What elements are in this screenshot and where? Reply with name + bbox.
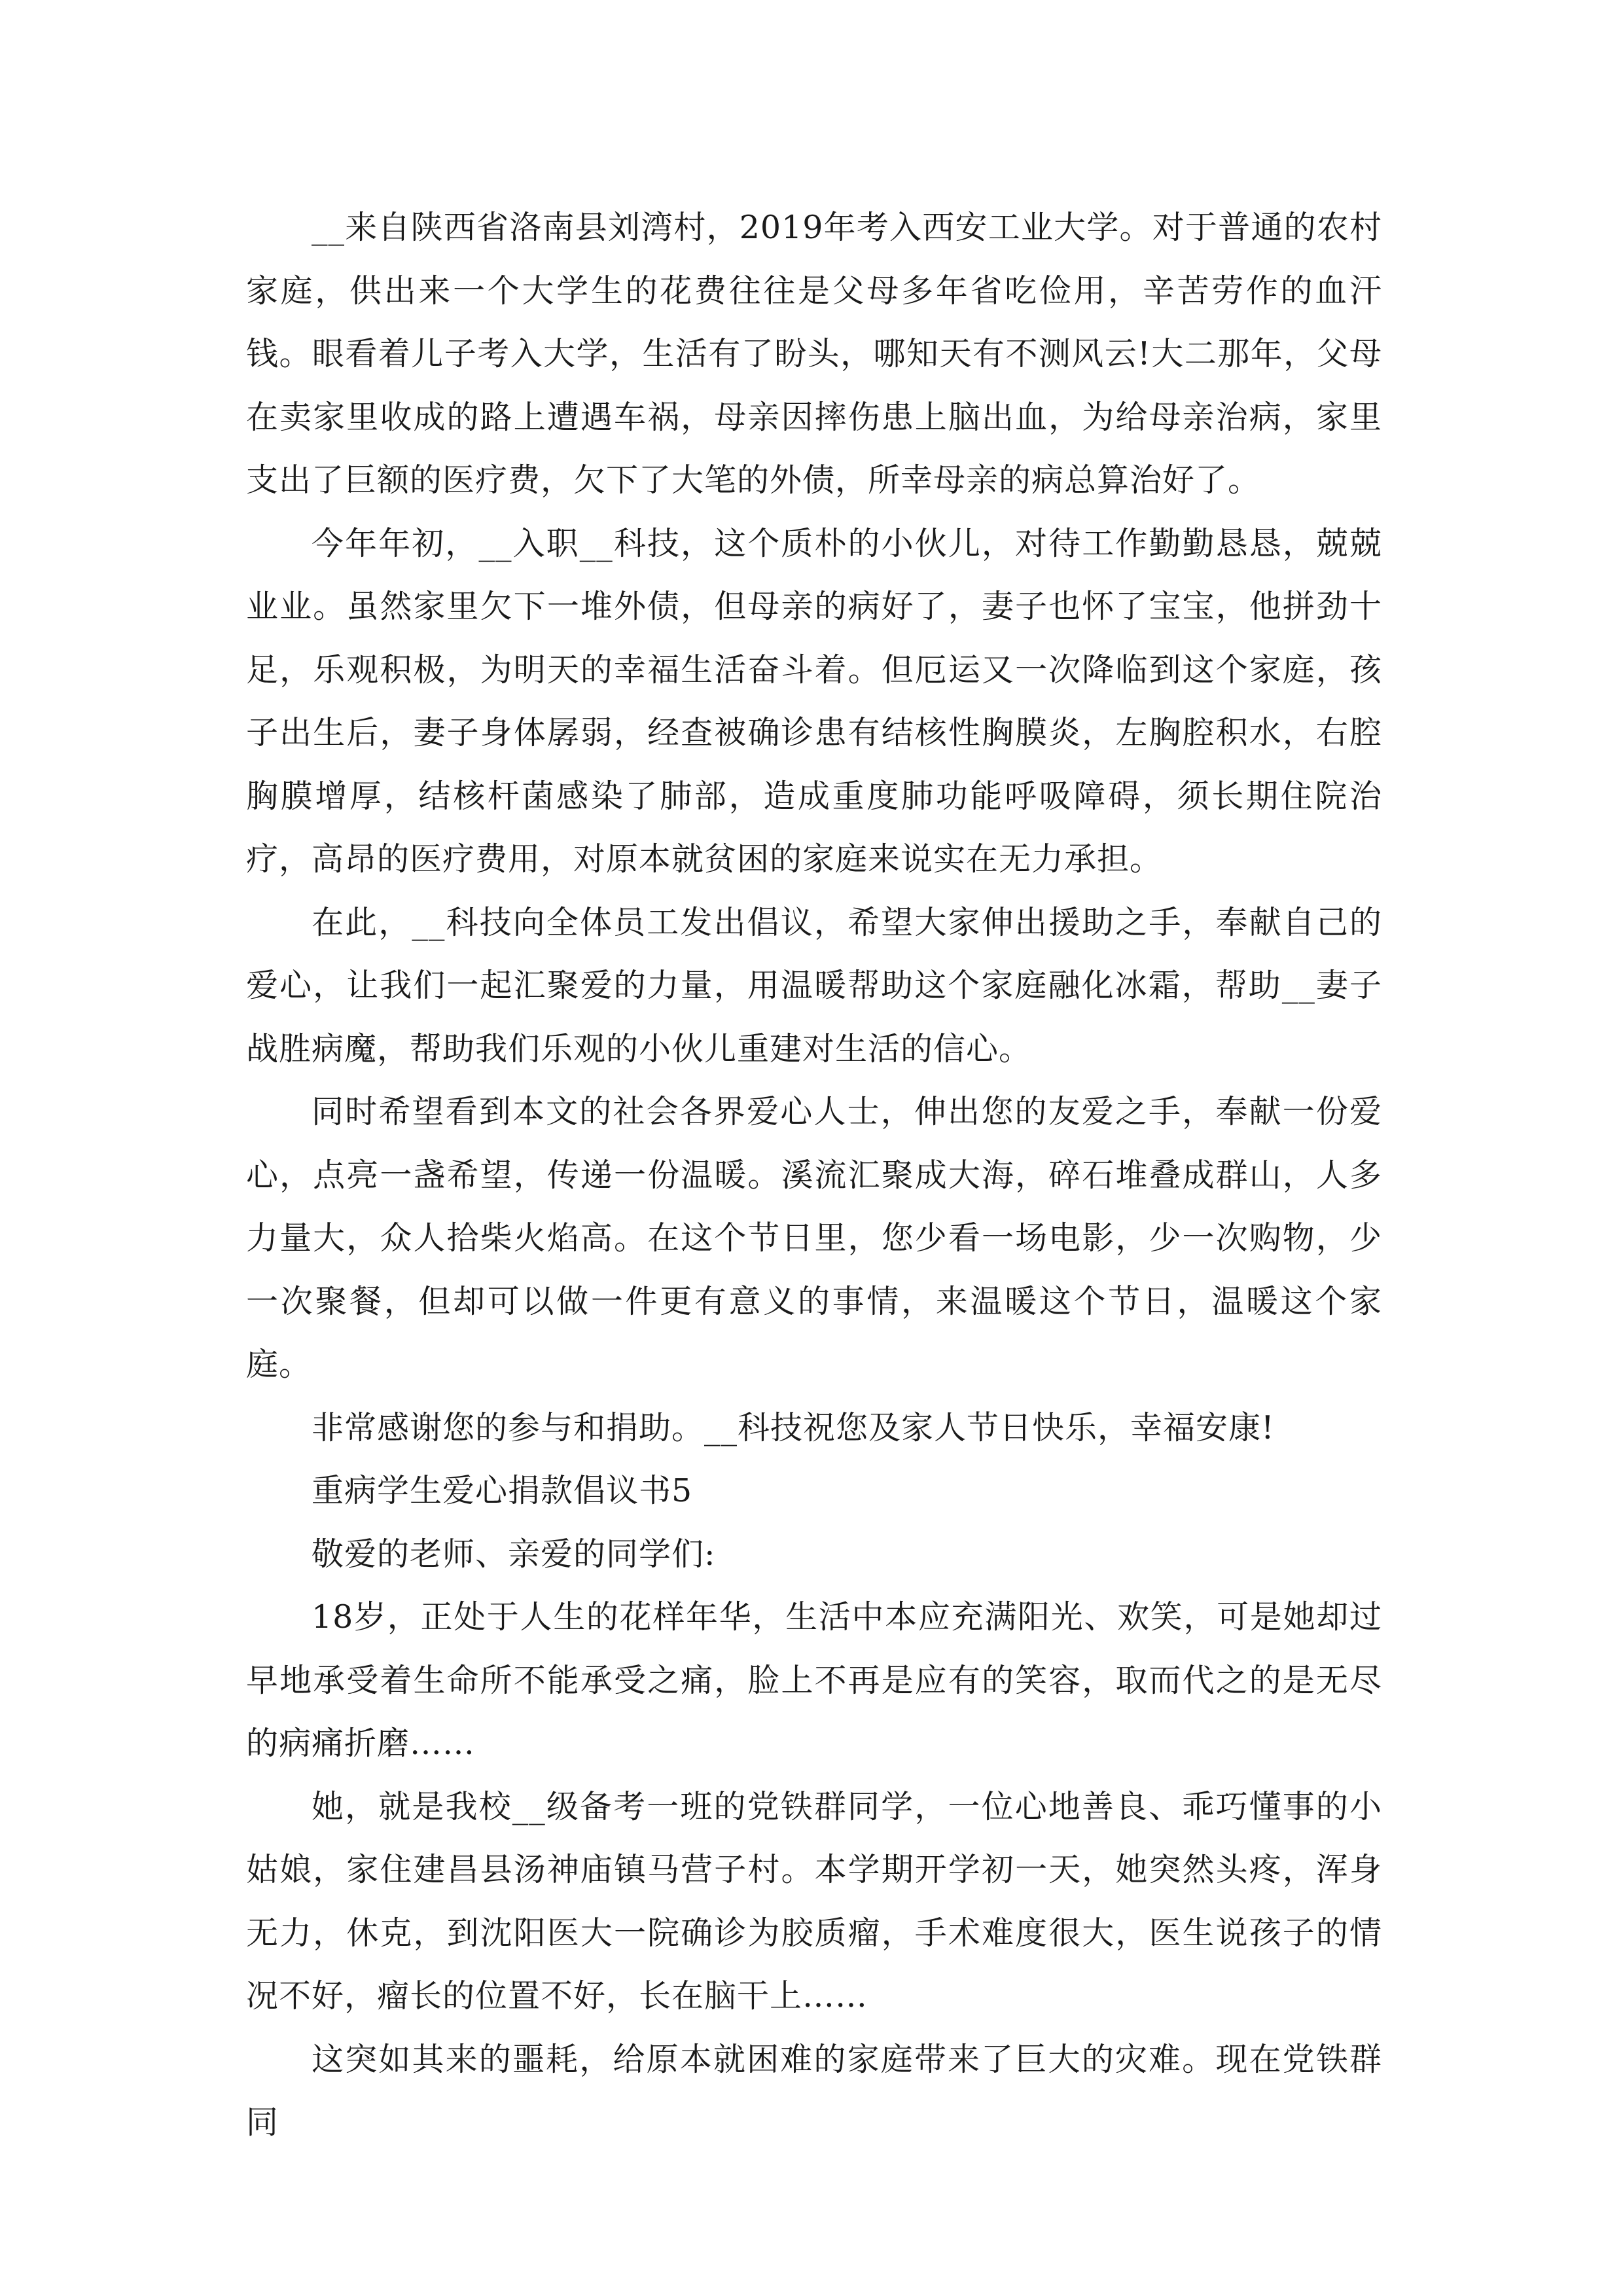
salutation: 敬爱的老师、亲爱的同学们:: [312, 1535, 716, 1573]
paragraph-10: 这突如其来的噩耗，给原本就困难的家庭带来了巨大的灾难。现在党铁群同: [246, 2040, 1382, 2141]
section-title: 重病学生爱心捐款倡议书5: [312, 1472, 693, 1509]
paragraph-5: 非常感谢您的参与和捐助。__科技祝您及家人节日快乐，幸福安康!: [312, 1408, 1275, 1446]
paragraph-8: 18岁，正处于人生的花样年华，生活中本应充满阳光、欢笑，可是她却过早地承受着生命所不能承受之痛，脸上不再是应有的笑容，取而代之的是无尽的病痛折磨……: [246, 1598, 1382, 1762]
document-body: [246, 196, 1382, 2155]
paragraph-9: 她，就是我校__级备考一班的党铁群同学，一位心地善良、乖巧懂事的小姑娘，家住建昌县汤神庙镇马营子村。本学期开学初一天，她突然头疼，浑身无力，休克，到沈阳医大一院确诊为胶质瘤，手术难度很大，医生说孩子的情况不好，瘤长的位置不好，长在脑干上……: [246, 1787, 1382, 2015]
paragraph-1: __来自陕西省洛南县刘湾村，2019年考入西安工业大学。对于普通的农村家庭，供出来一个大学生的花费往往是父母多年省吃俭用，辛苦劳作的血汗钱。眼看着儿子考入大学，生活有了盼头，哪知天有不测风云!大二那年，父母在卖家里收成的路上遭遇车祸，母亲因摔伤患上脑出血，为给母亲治病，家里支出了巨额的医疗费，欠下了大笔的外债，所幸母亲的病总算治好了。: [246, 209, 1382, 499]
paragraph-4: 同时希望看到本文的社会各界爱心人士，伸出您的友爱之手，奉献一份爱心，点亮一盏希望，传递一份温暖。溪流汇聚成大海，碎石堆叠成群山，人多力量大，众人拾柴火焰高。在这个节日里，您少看一场电影，少一次购物，少一次聚餐，但却可以做一件更有意义的事情，来温暖这个节日，温暖这个家庭。: [246, 1093, 1382, 1383]
paragraph-3: 在此，__科技向全体员工发出倡议，希望大家伸出援助之手，奉献自己的爱心，让我们一起汇聚爱的力量，用温暖帮助这个家庭融化冰霜，帮助__妻子战胜病魔，帮助我们乐观的小伙儿重建对生活的信心。: [246, 903, 1382, 1067]
paragraph-2: 今年年初，__入职__科技，这个质朴的小伙儿，对待工作勤勤恳恳，兢兢业业。虽然家里欠下一堆外债，但母亲的病好了，妻子也怀了宝宝，他拼劲十足，乐观积极，为明天的幸福生活奋斗着。但厄运又一次降临到这个家庭，孩子出生后，妻子身体孱弱，经查被确诊患有结核性胸膜炎，左胸腔积水，右腔胸膜增厚，结核杆菌感染了肺部，造成重度肺功能呼吸障碍，须长期住院治疗，高昂的医疗费用，对原本就贫困的家庭来说实在无力承担。: [246, 524, 1382, 878]
